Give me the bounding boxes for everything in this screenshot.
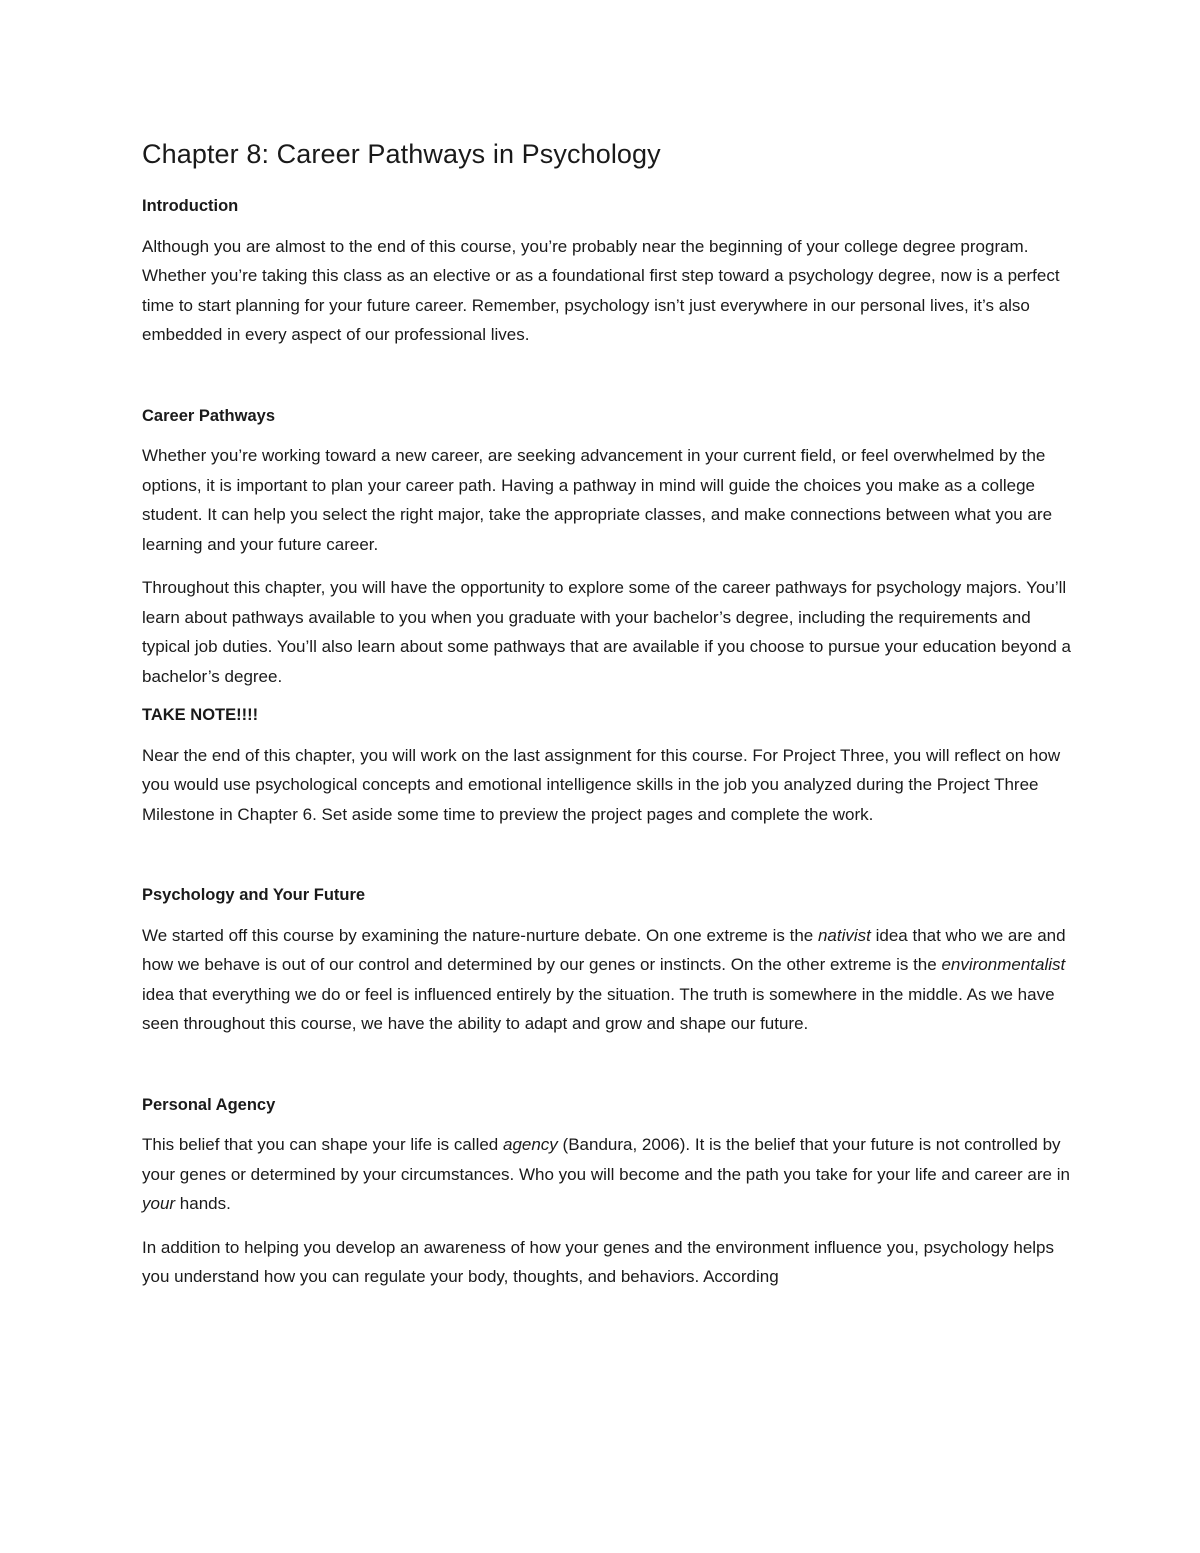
psychology-future-paragraph: [142, 921, 1072, 1039]
emphasis-environmentalist: environmentalist: [941, 955, 1066, 975]
text-run: (Bandura, 2006). It is the belief that your future is not controlled by your genes or determined by your circumstances. Who you will become and the path you take for your life and career are in: [142, 1135, 1070, 1184]
text-run: We started off this course by examining the nature-nurture debate. On one extreme is the: [142, 925, 818, 945]
career-pathways-paragraph-1: Whether you’re working toward a new career, are seeking advancement in your current field, or feel overwhelmed by the options, it is important to plan your career path. Having a pathway in mind will guide the choices you make as a college student. It can help you select the right major, take the appropriate classes, and make connections between what you are learning and your future career.: [142, 446, 1053, 554]
page-title: Chapter 8: Career Pathways in Psychology: [142, 139, 661, 169]
personal-agency-paragraph-2: In addition to helping you develop an awareness of how your genes and the environment influence you, psychology helps you understand how you can regulate your body, thoughts, and behaviors. According: [142, 1237, 1054, 1287]
emphasis-agency: agency: [502, 1135, 558, 1155]
career-pathways-paragraph-2: Throughout this chapter, you will have the opportunity to explore some of the career pathways for psychology majors. You’ll learn about pathways available to you when you graduate with your bachelor’s degree, including the requirements and typical job duties. You’ll also learn about some pathways that are available if you choose to pursue your education beyond a bachelor’s degree.: [142, 578, 1071, 686]
emphasis-nativist: nativist: [817, 925, 871, 945]
text-run: This belief that you can shape your life is called: [142, 1135, 503, 1155]
intro-paragraph: Although you are almost to the end of this course, you’re probably near the beginning of your college degree program. Whether you’re taking this class as an elective or as a foundational first step toward a psychology degree, now is a perfect time to start planning for your future career. Remember, psychology isn’t just everywhere in our personal lives, it’s also embedded in every aspect of our professional lives.: [142, 236, 1060, 345]
text-run: idea that everything we do or feel is influenced entirely by the situation. The truth is somewhere in the middle. As we have seen throughout this course, we have the ability to adapt and grow and shape our future.: [142, 984, 1055, 1034]
section-heading-personal-agency: Personal Agency: [142, 1095, 276, 1114]
section-heading-career-pathways: Career Pathways: [142, 406, 275, 425]
emphasis-your: your: [142, 1194, 176, 1214]
text-run: idea that who we are and how we behave is out of our control and determined by our genes or instincts. On the other extreme is the: [142, 925, 1066, 975]
personal-agency-paragraph-1: [142, 1130, 1072, 1219]
spacer: [142, 364, 1072, 406]
take-note-label: TAKE NOTE!!!!: [142, 706, 259, 725]
take-note-paragraph: Near the end of this chapter, you will work on the last assignment for this course. For Project Three, you will reflect on how you would use psychological concepts and emotional intelligence skills in the job you analyzed during the Project Three Milestone in Chapter 6. Set aside some time to preview the project pages and complete the work.: [142, 745, 1061, 824]
section-heading-psychology-future: Psychology and Your Future: [142, 886, 366, 905]
spacer: [142, 1053, 1072, 1095]
document-page: [142, 138, 1072, 1306]
text-run: hands.: [175, 1194, 231, 1214]
spacer: [142, 843, 1072, 885]
section-heading-introduction: Introduction: [142, 197, 239, 216]
